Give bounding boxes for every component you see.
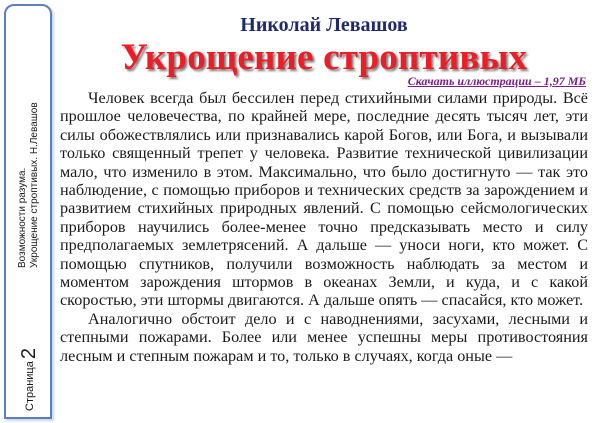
page-title: Укрощение строптивых [120,37,528,78]
page-sidebar [4,4,52,419]
page-number-label [19,348,40,411]
author-name: Николай Левашов [240,14,408,36]
article-body [60,89,588,365]
page-label: Страница [24,361,36,411]
sidebar-caption-line1: Возможности разума. [17,167,28,268]
sidebar-caption-line2: Укрощение строптивых. Н.Левашов [29,102,40,268]
download-illustrations-link[interactable]: Скачать иллюстрации – 1,97 МБ [407,74,586,88]
paragraph: Аналогично обстоит дело и с наводнениями, засухами, лесными и степными пожарами. Более или менее успешны меры противостояния лесным и степным пожарам и то, только в случаях, когда оные — [60,309,588,365]
paragraph: Человек всегда был бессилен перед стихийными силами природы. Всё прошлое человечества, по крайней мере, последние десять тысяч лет, эти силы обожествлялись или признавались карой Богов, или Бога, и вызывали только священный трепет у человека. Развитие технической цивилизации мало, что изменило в этом. Максимально, что было достигнуто — так это наблюдение, с помощью приборов и технических средств за зарождением и развитием стихийных природных явлений. С помощью сейсмологических приборов научились более-менее точно предсказывать место и силу предполагаемых землетрясений. А дальше — уноси ноги, кто может. С помощью спутников, получили возможность наблюдать за местом и моментом зарождения штормов в океанах Земли, и куда, и с какой скоростью, эти штормы двигаются. А дальше опять — спасайся, кто может. [60,89,588,310]
page-number: 2 [18,348,40,360]
sidebar-caption [17,102,41,268]
document-content [60,0,588,365]
